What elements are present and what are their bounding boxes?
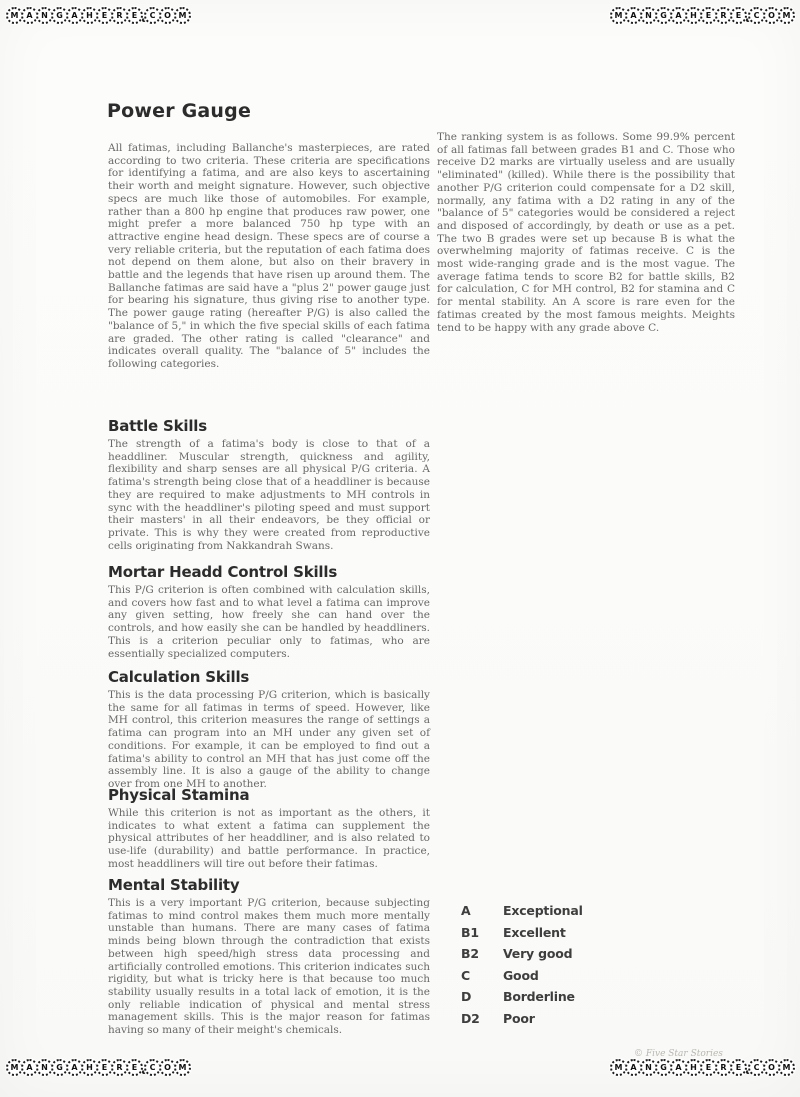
section-heading: Battle Skills (108, 417, 207, 435)
watermark-letter: C (144, 1059, 161, 1076)
section-body: This is the data processing P/G criterion, which is basically the same for all fatimas in terms of speed. However, like MH control, this criterion measures the range of settings a fatima can program into an MH under any given set of conditions. For example, it can be employed to find out a fatima's ability to control an MH that has just come off the assembly line. It is also a gauge of the ability to change over from one MH to another. (108, 689, 430, 790)
grade-label: Exceptional (503, 903, 583, 918)
section-body: The strength of a fatima's body is close to that of a headdliner. Muscular strength, quickness and agility, flexibility and sharp senses are all physical P/G criteria. A fatima's strength being close that of a headdliner is because they are required to make adjustments to MH controls in sync with the headdliner's piloting speed and must support their masters' in all their endeavors, be they official or private. This is why they were created from reproductive cells originating from Nakkandrah Swans. (108, 438, 431, 552)
watermark-letter: N (36, 7, 53, 24)
watermark-letter: N (640, 1059, 657, 1076)
grade-label: Good (503, 967, 539, 983)
watermark-letter: E (700, 1059, 717, 1076)
watermark-mangahere-top-left (8, 7, 191, 24)
watermark-mangahere-top-right (612, 7, 795, 24)
watermark-letter: M (174, 1059, 191, 1076)
watermark-letter: E (700, 7, 717, 24)
watermark-letter: H (81, 7, 98, 24)
grade-row (461, 925, 661, 940)
watermark-letter: C (144, 7, 161, 24)
watermark-letter: M (174, 7, 191, 24)
grade-code: A (461, 903, 471, 918)
grade-code: B2 (461, 946, 479, 961)
grade-row (461, 989, 661, 1004)
grade-label: Poor (503, 1010, 535, 1026)
grade-code: D (461, 989, 472, 1004)
grade-row (461, 903, 661, 918)
watermark-letter: H (685, 1059, 702, 1076)
section-battle-skills (108, 417, 430, 552)
section-heading: Mortar Headd Control Skills (108, 563, 338, 581)
watermark-letter: M (610, 7, 627, 24)
grade-label: Very good (503, 946, 573, 961)
section-physical-stamina (108, 786, 430, 871)
watermark-letter: E (126, 7, 143, 24)
section-calculation-skills (108, 668, 430, 791)
section-mortar-headd-control-skills (108, 563, 430, 660)
watermark-letter: E (126, 1059, 143, 1076)
grade-code: D2 (461, 1010, 480, 1026)
section-mental-stability (108, 876, 430, 1037)
section-heading: Mental Stability (108, 876, 240, 894)
watermark-letter: A (66, 1059, 83, 1076)
watermark-letter: A (625, 7, 642, 24)
intro-paragraph-left-column: All fatimas, including Ballanche's masterpieces, are rated according to two criteria. These criteria are specifications for identifying a fatima, and are also keys to ascertaining their worth and meight signature. However, such objective specs are much like those of automobiles. For example, rather than a 800 hp engine that produces raw power, one might prefer a more balanced 750 hp type with an attractive engine head design. These specs are of course a very reliable criteria, but the reputation of each fatima does not depend on them alone, but also on their bravery in battle and the legends that have risen up around them. The Ballanche fatimas are said have a "plus 2" power gauge just for bearing his signature, thus giving rise to another type. The power gauge rating (hereafter P/G) is also called the "balance of 5," in which the five special skills of each fatima are graded. The other rating is called "clearance" and indicates overall quality. The "balance of 5" includes the following categories. (108, 142, 430, 370)
grade-label: Borderline (503, 989, 575, 1004)
section-heading: Calculation Skills (108, 668, 250, 686)
watermark-letter: C (748, 7, 765, 24)
watermark-letter: O (159, 1059, 176, 1076)
watermark-letter: G (51, 7, 68, 24)
watermark-letter: R (111, 1059, 128, 1076)
watermark-letter: O (763, 1059, 780, 1076)
section-body: This P/G criterion is often combined with calculation skills, and covers how fast and to what level a fatima can improve any given setting, how freely she can hand over the controls, and how easily she can be handled by headdliners. This is a criterion peculiar only to fatimas, who are essentially specialized computers. (108, 584, 430, 660)
watermark-letter: A (21, 1059, 38, 1076)
copyright-note: © Five Star Stories (634, 1049, 723, 1059)
intro-paragraph-right-column: The ranking system is as follows. Some 99.9% percent of all fatimas fall between grades B1 and C. Those who receive D2 marks are virtually useless and are usually "eliminated" (killed). While there is the possibility that another P/G criterion could compensate for a D2 skill, normally, any fatima with a D2 rating in any of the "balance of 5" categories would be considered a reject and disposed of accordingly, by death or use as a pet. The two B grades were set up because B is what the overwhelming majority of fatimas receive. C is the most wide-ranging grade and is the most vague. The average fatima tends to score B2 for battle skills, B2 for calculation, C for MH control, B2 for stamina and C for mental stability. An A score is rare even for the fatimas created by the most famous meights. Meights tend to be happy with any grade above C. (437, 131, 735, 334)
section-heading: Physical Stamina (108, 786, 250, 804)
watermark-letter: H (685, 7, 702, 24)
watermark-letter: R (715, 7, 732, 24)
watermark-letter: A (21, 7, 38, 24)
watermark-letter: M (778, 1059, 795, 1076)
grade-label: Excellent (503, 924, 566, 940)
watermark-letter: A (625, 1059, 642, 1076)
section-body: While this criterion is not as important as the others, it indicates to what extent a fatima can supplement the physical attributes of her headdliner, and is also related to use-life (durability) and battle performance. In practice, most headdliners will tire out before their fatimas. (108, 807, 430, 870)
watermark-letter: O (763, 7, 780, 24)
watermark-letter: A (670, 1059, 687, 1076)
grade-code: C (461, 967, 470, 983)
watermark-letter: A (66, 7, 83, 24)
grade-row (461, 968, 661, 983)
watermark-letter: E (96, 1059, 113, 1076)
grade-legend-table (461, 903, 661, 1032)
watermark-letter: H (81, 1059, 98, 1076)
grade-code: B1 (461, 924, 479, 940)
watermark-letter: E (730, 7, 747, 24)
watermark-letter: N (640, 7, 657, 24)
watermark-letter: M (778, 7, 795, 24)
watermark-letter: E (96, 7, 113, 24)
watermark-letter: M (6, 7, 23, 24)
section-body: This is a very important P/G criterion, because subjecting fatimas to mind control makes them much more mentally unstable than humans. There are many cases of fatima minds being blown through the contradiction that exists between high speed/high stress data processing and artificially controlled emotions. This criterion indicates such rigidity, but what is tricky here is that because too much stability usually results in a total lack of emotion, it is the only reliable indication of physical and mental stress management skills. This is the major reason for fatimas having so many of their meight's chemicals. (108, 897, 430, 1037)
watermark-letter: C (748, 1059, 765, 1076)
watermark-letter: G (655, 7, 672, 24)
watermark-letter: O (159, 7, 176, 24)
watermark-mangahere-bottom-right (612, 1059, 795, 1076)
watermark-letter: G (51, 1059, 68, 1076)
watermark-letter: M (610, 1059, 627, 1076)
watermark-letter: G (655, 1059, 672, 1076)
watermark-letter: A (670, 7, 687, 24)
grade-row (461, 1011, 661, 1026)
watermark-mangahere-bottom-left (8, 1059, 191, 1076)
watermark-letter: R (715, 1059, 732, 1076)
watermark-letter: N (36, 1059, 53, 1076)
watermark-letter: R (111, 7, 128, 24)
watermark-letter: M (6, 1059, 23, 1076)
watermark-letter: E (730, 1059, 747, 1076)
page-title: Power Gauge (107, 100, 252, 122)
grade-row (461, 946, 661, 961)
